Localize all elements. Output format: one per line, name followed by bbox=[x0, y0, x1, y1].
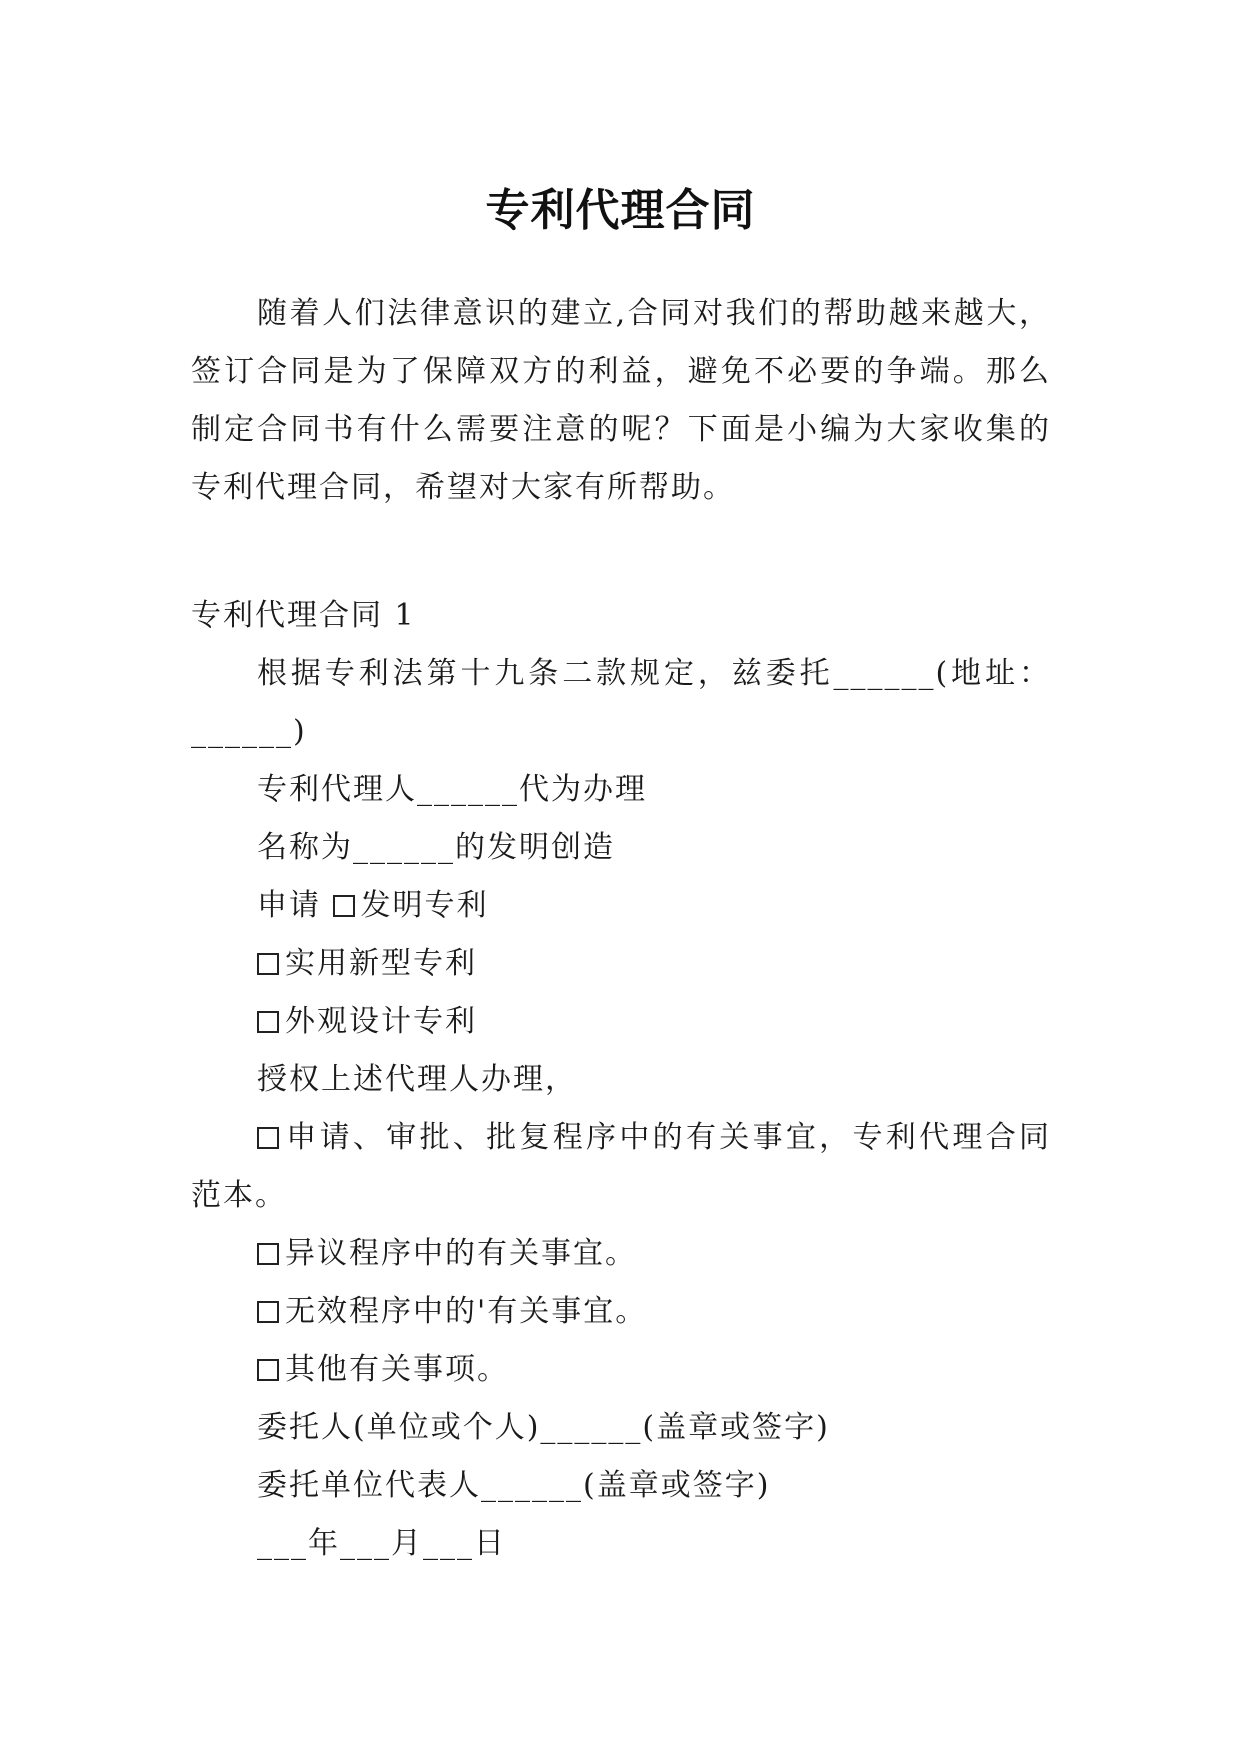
invention-patent-label: 发明专利 bbox=[360, 888, 489, 923]
invention-name-clause: 名称为______的发明创造 bbox=[257, 830, 615, 865]
authorized-item-other bbox=[191, 1341, 1051, 1399]
section-heading: 专利代理合同 1 bbox=[191, 598, 416, 633]
design-patent-line bbox=[191, 993, 1051, 1051]
invalidation-matters-label: 无效程序中的'有关事宜。 bbox=[285, 1294, 648, 1329]
invention-patent-checkbox[interactable] bbox=[333, 895, 355, 917]
entrust-clause: 根据专利法第十九条二款规定，兹委托______(地址：______) bbox=[191, 656, 1051, 749]
design-patent-label: 外观设计专利 bbox=[285, 1004, 477, 1039]
opposition-matters-checkbox[interactable] bbox=[257, 1243, 279, 1265]
application-matters-label: 申请、审批、批复程序中的有关事宜，专利代理合同范本。 bbox=[191, 1120, 1051, 1213]
opposition-matters-label: 异议程序中的有关事宜。 bbox=[285, 1236, 637, 1271]
authorized-item-opposition bbox=[191, 1225, 1051, 1283]
agent-clause: 专利代理人______代为办理 bbox=[257, 772, 647, 807]
document-body bbox=[191, 285, 1051, 1573]
authorized-item-invalidation bbox=[191, 1283, 1051, 1341]
principal-signature-line: 委托人(单位或个人)______(盖章或签字) bbox=[257, 1410, 830, 1445]
representative-signature-line: 委托单位代表人______(盖章或签字) bbox=[257, 1468, 771, 1503]
utility-model-line bbox=[191, 935, 1051, 993]
utility-model-checkbox[interactable] bbox=[257, 953, 279, 975]
design-patent-checkbox[interactable] bbox=[257, 1011, 279, 1033]
document-title: 专利代理合同 bbox=[485, 185, 756, 237]
authorize-line: 授权上述代理人办理， bbox=[257, 1062, 577, 1097]
intro-paragraph: 随着人们法律意识的建立,合同对我们的帮助越来越大，签订合同是为了保障双方的利益，避免不必要的争端。那么制定合同书有什么需要注意的呢？下面是小编为大家收集的专利代理合同，希望对大家有所帮助。 bbox=[191, 296, 1051, 505]
paragraph-gap bbox=[191, 517, 1051, 587]
other-matters-label: 其他有关事项。 bbox=[285, 1352, 509, 1387]
apply-label: 申请 bbox=[257, 888, 333, 923]
other-matters-checkbox[interactable] bbox=[257, 1359, 279, 1381]
date-line: ___年___月___日 bbox=[257, 1526, 506, 1561]
authorized-item-application bbox=[191, 1109, 1051, 1225]
apply-invention-patent-line bbox=[191, 877, 1051, 935]
utility-model-label: 实用新型专利 bbox=[285, 946, 477, 981]
application-matters-checkbox[interactable] bbox=[257, 1127, 279, 1149]
invalidation-matters-checkbox[interactable] bbox=[257, 1301, 279, 1323]
